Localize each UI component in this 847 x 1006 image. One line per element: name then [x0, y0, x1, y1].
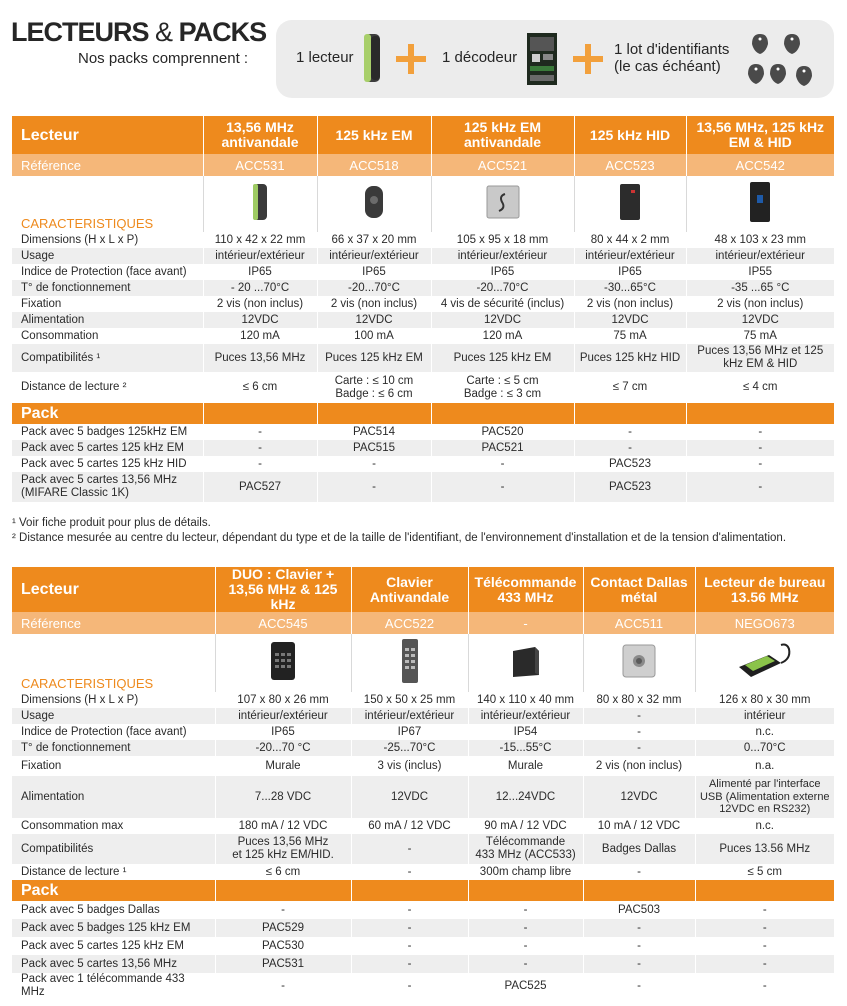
table-row — [12, 937, 834, 955]
cell: PAC525 — [468, 973, 583, 999]
reference-value: ACC522 — [351, 612, 468, 634]
cell: Alimenté par l'interface USB (Alimentation externe 12VDC en RS232) — [695, 776, 834, 818]
cell: intérieur/extérieur — [215, 708, 351, 724]
cell: PAC529 — [215, 919, 351, 937]
cell: n.c. — [695, 724, 834, 740]
reader-table-1 — [12, 116, 834, 502]
cell: 12VDC — [203, 312, 317, 328]
cell: intérieur/extérieur — [686, 248, 834, 264]
cell: - — [351, 955, 468, 973]
cell: 110 x 42 x 22 mm — [203, 232, 317, 248]
table-row — [12, 328, 834, 344]
header-lecteur: Lecteur — [12, 567, 215, 612]
column-header: 125 kHz EM antivandale — [431, 116, 574, 154]
pack-section-header — [12, 880, 834, 901]
reference-value: ACC542 — [686, 154, 834, 176]
cell: IP67 — [351, 724, 468, 740]
reference-value: ACC523 — [574, 154, 686, 176]
cell: PAC503 — [583, 901, 695, 919]
cell: -15...55°C — [468, 740, 583, 756]
cell: Puces 13,56 MHz et 125 kHz EM/HID. — [215, 834, 351, 864]
cell: IP55 — [686, 264, 834, 280]
table-row — [12, 864, 834, 880]
characteristics-rows — [12, 232, 834, 403]
pack-item-decoder-label: 1 décodeur — [442, 49, 518, 66]
table-row — [12, 973, 834, 999]
table-row — [12, 440, 834, 456]
cell: 3 vis (inclus) — [351, 756, 468, 776]
pack-heading: Pack — [12, 880, 215, 901]
cell: - — [583, 973, 695, 999]
cell: 12VDC — [351, 776, 468, 818]
cell: 7...28 VDC — [215, 776, 351, 818]
cell: 2 vis (non inclus) — [203, 296, 317, 312]
reader-table-2 — [12, 567, 834, 999]
cell: - — [574, 440, 686, 456]
cell: 100 mA — [317, 328, 431, 344]
cell: - — [468, 901, 583, 919]
reader-icon — [361, 32, 383, 84]
pack-section-header — [12, 403, 834, 424]
cell: 300m champ libre — [468, 864, 583, 880]
cell: IP65 — [215, 724, 351, 740]
cell: Puces 125 kHz EM — [431, 344, 574, 372]
reference-label: Référence — [12, 154, 203, 176]
cell: - — [351, 937, 468, 955]
header-lecteur: Lecteur — [12, 116, 203, 154]
cell: 12VDC — [317, 312, 431, 328]
cell: - — [583, 937, 695, 955]
cell: - — [468, 937, 583, 955]
row-label: Usage — [12, 248, 203, 264]
reference-value: NEGO673 — [695, 612, 834, 634]
reader-multi-icon — [749, 181, 771, 223]
column-header: 125 kHz EM — [317, 116, 431, 154]
cell: - — [686, 456, 834, 472]
cell: 4 vis de sécurité (inclus) — [431, 296, 574, 312]
cell: - — [583, 724, 695, 740]
cell: Puces 125 kHz HID — [574, 344, 686, 372]
pack-contents-banner — [276, 20, 834, 98]
row-label: Alimentation — [12, 776, 215, 818]
row-label: Distance de lecture ² — [12, 372, 203, 403]
cell: 90 mA / 12 VDC — [468, 818, 583, 834]
reader-steel-plate-icon — [486, 185, 520, 219]
cell: - — [686, 472, 834, 502]
cell: ≤ 4 cm — [686, 372, 834, 403]
pack-item-identifiers-label — [614, 41, 729, 75]
desktop-reader-icon — [735, 641, 795, 681]
cell: 107 x 80 x 26 mm — [215, 692, 351, 708]
cell: - — [317, 456, 431, 472]
cell: intérieur/extérieur — [468, 708, 583, 724]
title-ampersand: & — [155, 17, 173, 47]
cell: 2 vis (non inclus) — [686, 296, 834, 312]
cell: Télécommande 433 MHz (ACC533) — [468, 834, 583, 864]
dallas-contact-icon — [622, 644, 656, 678]
cell: PAC521 — [431, 440, 574, 456]
cell: - — [215, 973, 351, 999]
cell: - — [695, 955, 834, 973]
plus-icon — [573, 44, 603, 74]
row-label: T° de fonctionnement — [12, 740, 215, 756]
row-label: Fixation — [12, 296, 203, 312]
reference-row — [12, 612, 834, 634]
cell: Puces 13.56 MHz — [695, 834, 834, 864]
row-label: Usage — [12, 708, 215, 724]
table-row — [12, 776, 834, 818]
cell: -30...65°C — [574, 280, 686, 296]
cell: - — [351, 834, 468, 864]
cell: ≤ 5 cm — [695, 864, 834, 880]
title-part-2: PACKS — [178, 17, 267, 47]
cell: Carte : ≤ 5 cm Badge : ≤ 3 cm — [431, 372, 574, 403]
page-subtitle: Nos packs comprennent : — [78, 50, 249, 67]
cell: - — [203, 440, 317, 456]
cell: - — [583, 919, 695, 937]
cell: IP65 — [431, 264, 574, 280]
reference-value: ACC511 — [583, 612, 695, 634]
cell: - — [351, 864, 468, 880]
reference-label: Référence — [12, 612, 215, 634]
table-row — [12, 232, 834, 248]
product-image-row — [12, 176, 834, 232]
table-row — [12, 424, 834, 440]
cell: -20...70 °C — [215, 740, 351, 756]
pack-item-reader-label: 1 lecteur — [296, 49, 354, 66]
cell: 75 mA — [686, 328, 834, 344]
cell: - — [695, 901, 834, 919]
cell: -35 ...65 °C — [686, 280, 834, 296]
cell: 120 mA — [431, 328, 574, 344]
cell: PAC523 — [574, 456, 686, 472]
cell: -20...70°C — [317, 280, 431, 296]
cell: - — [583, 740, 695, 756]
row-label: Pack avec 5 cartes 13,56 MHz — [12, 955, 215, 973]
table-row — [12, 248, 834, 264]
cell: 140 x 110 x 40 mm — [468, 692, 583, 708]
cell: PAC520 — [431, 424, 574, 440]
row-label: Compatibilités — [12, 834, 215, 864]
cell: 180 mA / 12 VDC — [215, 818, 351, 834]
cell: - — [695, 937, 834, 955]
reference-value: - — [468, 612, 583, 634]
cell: - — [351, 901, 468, 919]
cell: PAC530 — [215, 937, 351, 955]
footnote: ¹ Voir fiche produit pour plus de détails. — [12, 517, 211, 529]
row-label: Pack avec 5 cartes 125 kHz EM — [12, 937, 215, 955]
cell: - — [203, 424, 317, 440]
reference-row — [12, 154, 834, 176]
cell: - — [574, 424, 686, 440]
table-row — [12, 280, 834, 296]
column-header: Télécommande 433 MHz — [468, 567, 583, 612]
cell: 80 x 44 x 2 mm — [574, 232, 686, 248]
cell: - — [317, 472, 431, 502]
reader-vandal-icon — [252, 182, 268, 222]
cell: 2 vis (non inclus) — [317, 296, 431, 312]
column-header: Lecteur de bureau 13.56 MHz — [695, 567, 834, 612]
table-row — [12, 456, 834, 472]
cell: - — [583, 708, 695, 724]
cell: - — [583, 955, 695, 973]
cell: - — [695, 973, 834, 999]
row-label: Dimensions (H x L x P) — [12, 692, 215, 708]
cell: IP65 — [574, 264, 686, 280]
reference-value: ACC531 — [203, 154, 317, 176]
table-row — [12, 901, 834, 919]
reference-value: ACC545 — [215, 612, 351, 634]
cell: intérieur/extérieur — [351, 708, 468, 724]
page-title — [11, 17, 266, 48]
table-row — [12, 344, 834, 372]
row-label: Dimensions (H x L x P) — [12, 232, 203, 248]
footnotes — [12, 516, 786, 546]
characteristics-heading: CARACTERISTIQUES — [21, 216, 154, 231]
column-header: 13,56 MHz, 125 kHz EM & HID — [686, 116, 834, 154]
cell: PAC515 — [317, 440, 431, 456]
cell: 2 vis (non inclus) — [583, 756, 695, 776]
cell: intérieur/extérieur — [317, 248, 431, 264]
cell: - — [431, 456, 574, 472]
reference-value: ACC518 — [317, 154, 431, 176]
badges-icon — [744, 30, 820, 96]
plus-icon — [396, 44, 426, 74]
cell: - — [686, 440, 834, 456]
cell: Puces 13,56 MHz et 125 kHz EM & HID — [686, 344, 834, 372]
cell: 12VDC — [686, 312, 834, 328]
row-label: Pack avec 1 télécommande 433 MHz — [12, 973, 215, 999]
table-row — [12, 818, 834, 834]
cell: - — [351, 919, 468, 937]
cell: 150 x 50 x 25 mm — [351, 692, 468, 708]
pack-heading: Pack — [12, 403, 203, 424]
cell: n.a. — [695, 756, 834, 776]
table-header-row — [12, 116, 834, 154]
row-label: Pack avec 5 cartes 125 kHz HID — [12, 456, 203, 472]
table-row — [12, 312, 834, 328]
keypad-steel-icon — [401, 638, 419, 684]
table-row — [12, 372, 834, 403]
cell: Murale — [468, 756, 583, 776]
table-row — [12, 955, 834, 973]
row-label: Pack avec 5 cartes 13,56 MHz (MIFARE Classic 1K) — [12, 472, 203, 502]
table-row — [12, 472, 834, 502]
cell: PAC514 — [317, 424, 431, 440]
cell: IP65 — [317, 264, 431, 280]
cell: 60 mA / 12 VDC — [351, 818, 468, 834]
cell: -25...70°C — [351, 740, 468, 756]
cell: 66 x 37 x 20 mm — [317, 232, 431, 248]
cell: Murale — [215, 756, 351, 776]
cell: IP65 — [203, 264, 317, 280]
row-label: Compatibilités ¹ — [12, 344, 203, 372]
column-header: Contact Dallas métal — [583, 567, 695, 612]
table-row — [12, 724, 834, 740]
cell: 12VDC — [431, 312, 574, 328]
reference-value: ACC521 — [431, 154, 574, 176]
title-part-1: LECTEURS — [11, 17, 149, 47]
cell: PAC523 — [574, 472, 686, 502]
column-header: 13,56 MHz antivandale — [203, 116, 317, 154]
cell: intérieur/extérieur — [431, 248, 574, 264]
row-label: Pack avec 5 cartes 125 kHz EM — [12, 440, 203, 456]
cell: - — [695, 919, 834, 937]
cell: ≤ 6 cm — [203, 372, 317, 403]
cell: n.c. — [695, 818, 834, 834]
cell: 48 x 103 x 23 mm — [686, 232, 834, 248]
row-label: Consommation — [12, 328, 203, 344]
identifiers-line-1: 1 lot d'identifiants — [614, 41, 730, 58]
table-row — [12, 834, 834, 864]
cell: Puces 125 kHz EM — [317, 344, 431, 372]
product-image-row — [12, 634, 834, 692]
cell: 10 mA / 12 VDC — [583, 818, 695, 834]
cell: - — [686, 424, 834, 440]
cell: 2 vis (non inclus) — [574, 296, 686, 312]
cell: 12VDC — [583, 776, 695, 818]
cell: - — [583, 864, 695, 880]
cell: - — [203, 456, 317, 472]
cell: Badges Dallas — [583, 834, 695, 864]
row-label: Fixation — [12, 756, 215, 776]
row-label: Pack avec 5 badges 125kHz EM — [12, 424, 203, 440]
column-header: Clavier Antivandale — [351, 567, 468, 612]
keypad-reader-icon — [270, 641, 296, 681]
row-label: Indice de Protection (face avant) — [12, 724, 215, 740]
cell: - — [351, 973, 468, 999]
row-label: Distance de lecture ¹ — [12, 864, 215, 880]
cell: ≤ 6 cm — [215, 864, 351, 880]
characteristics-heading: CARACTERISTIQUES — [21, 676, 154, 691]
cell: 75 mA — [574, 328, 686, 344]
reader-hid-icon — [619, 182, 641, 222]
remote-receiver-icon — [509, 643, 543, 679]
row-label: Pack avec 5 badges Dallas — [12, 901, 215, 919]
row-label: Pack avec 5 badges 125 kHz EM — [12, 919, 215, 937]
cell: Puces 13,56 MHz — [203, 344, 317, 372]
cell: PAC531 — [215, 955, 351, 973]
row-label: Consommation max — [12, 818, 215, 834]
row-label: Alimentation — [12, 312, 203, 328]
cell: - — [215, 901, 351, 919]
table-row — [12, 708, 834, 724]
cell: Carte : ≤ 10 cm Badge : ≤ 6 cm — [317, 372, 431, 403]
table-row — [12, 264, 834, 280]
decoder-board-icon — [526, 32, 558, 86]
row-label: Indice de Protection (face avant) — [12, 264, 203, 280]
table-header-row — [12, 567, 834, 612]
reader-round-icon — [363, 184, 385, 220]
cell: IP54 — [468, 724, 583, 740]
cell: - — [468, 919, 583, 937]
column-header: DUO : Clavier + 13,56 MHz & 125 kHz — [215, 567, 351, 612]
cell: - — [468, 955, 583, 973]
table-row — [12, 296, 834, 312]
cell: ≤ 7 cm — [574, 372, 686, 403]
cell: intérieur/extérieur — [574, 248, 686, 264]
cell: PAC527 — [203, 472, 317, 502]
footnote: ² Distance mesurée au centre du lecteur, dépendant du type et de la taille de l'identifiant, de l'environnement d'installation et de la tension d'alimentation. — [12, 532, 787, 544]
table-row — [12, 756, 834, 776]
table-row — [12, 919, 834, 937]
cell: intérieur — [695, 708, 834, 724]
row-label: T° de fonctionnement — [12, 280, 203, 296]
cell: 12VDC — [574, 312, 686, 328]
cell: - 20 ...70°C — [203, 280, 317, 296]
cell: 126 x 80 x 30 mm — [695, 692, 834, 708]
cell: 105 x 95 x 18 mm — [431, 232, 574, 248]
table-row — [12, 692, 834, 708]
cell: 80 x 80 x 32 mm — [583, 692, 695, 708]
table-row — [12, 740, 834, 756]
identifiers-line-2: (le cas échéant) — [614, 58, 721, 75]
cell: intérieur/extérieur — [203, 248, 317, 264]
column-header: 125 kHz HID — [574, 116, 686, 154]
cell: - — [431, 472, 574, 502]
cell: -20...70°C — [431, 280, 574, 296]
cell: 120 mA — [203, 328, 317, 344]
cell: 0...70°C — [695, 740, 834, 756]
cell: 12...24VDC — [468, 776, 583, 818]
